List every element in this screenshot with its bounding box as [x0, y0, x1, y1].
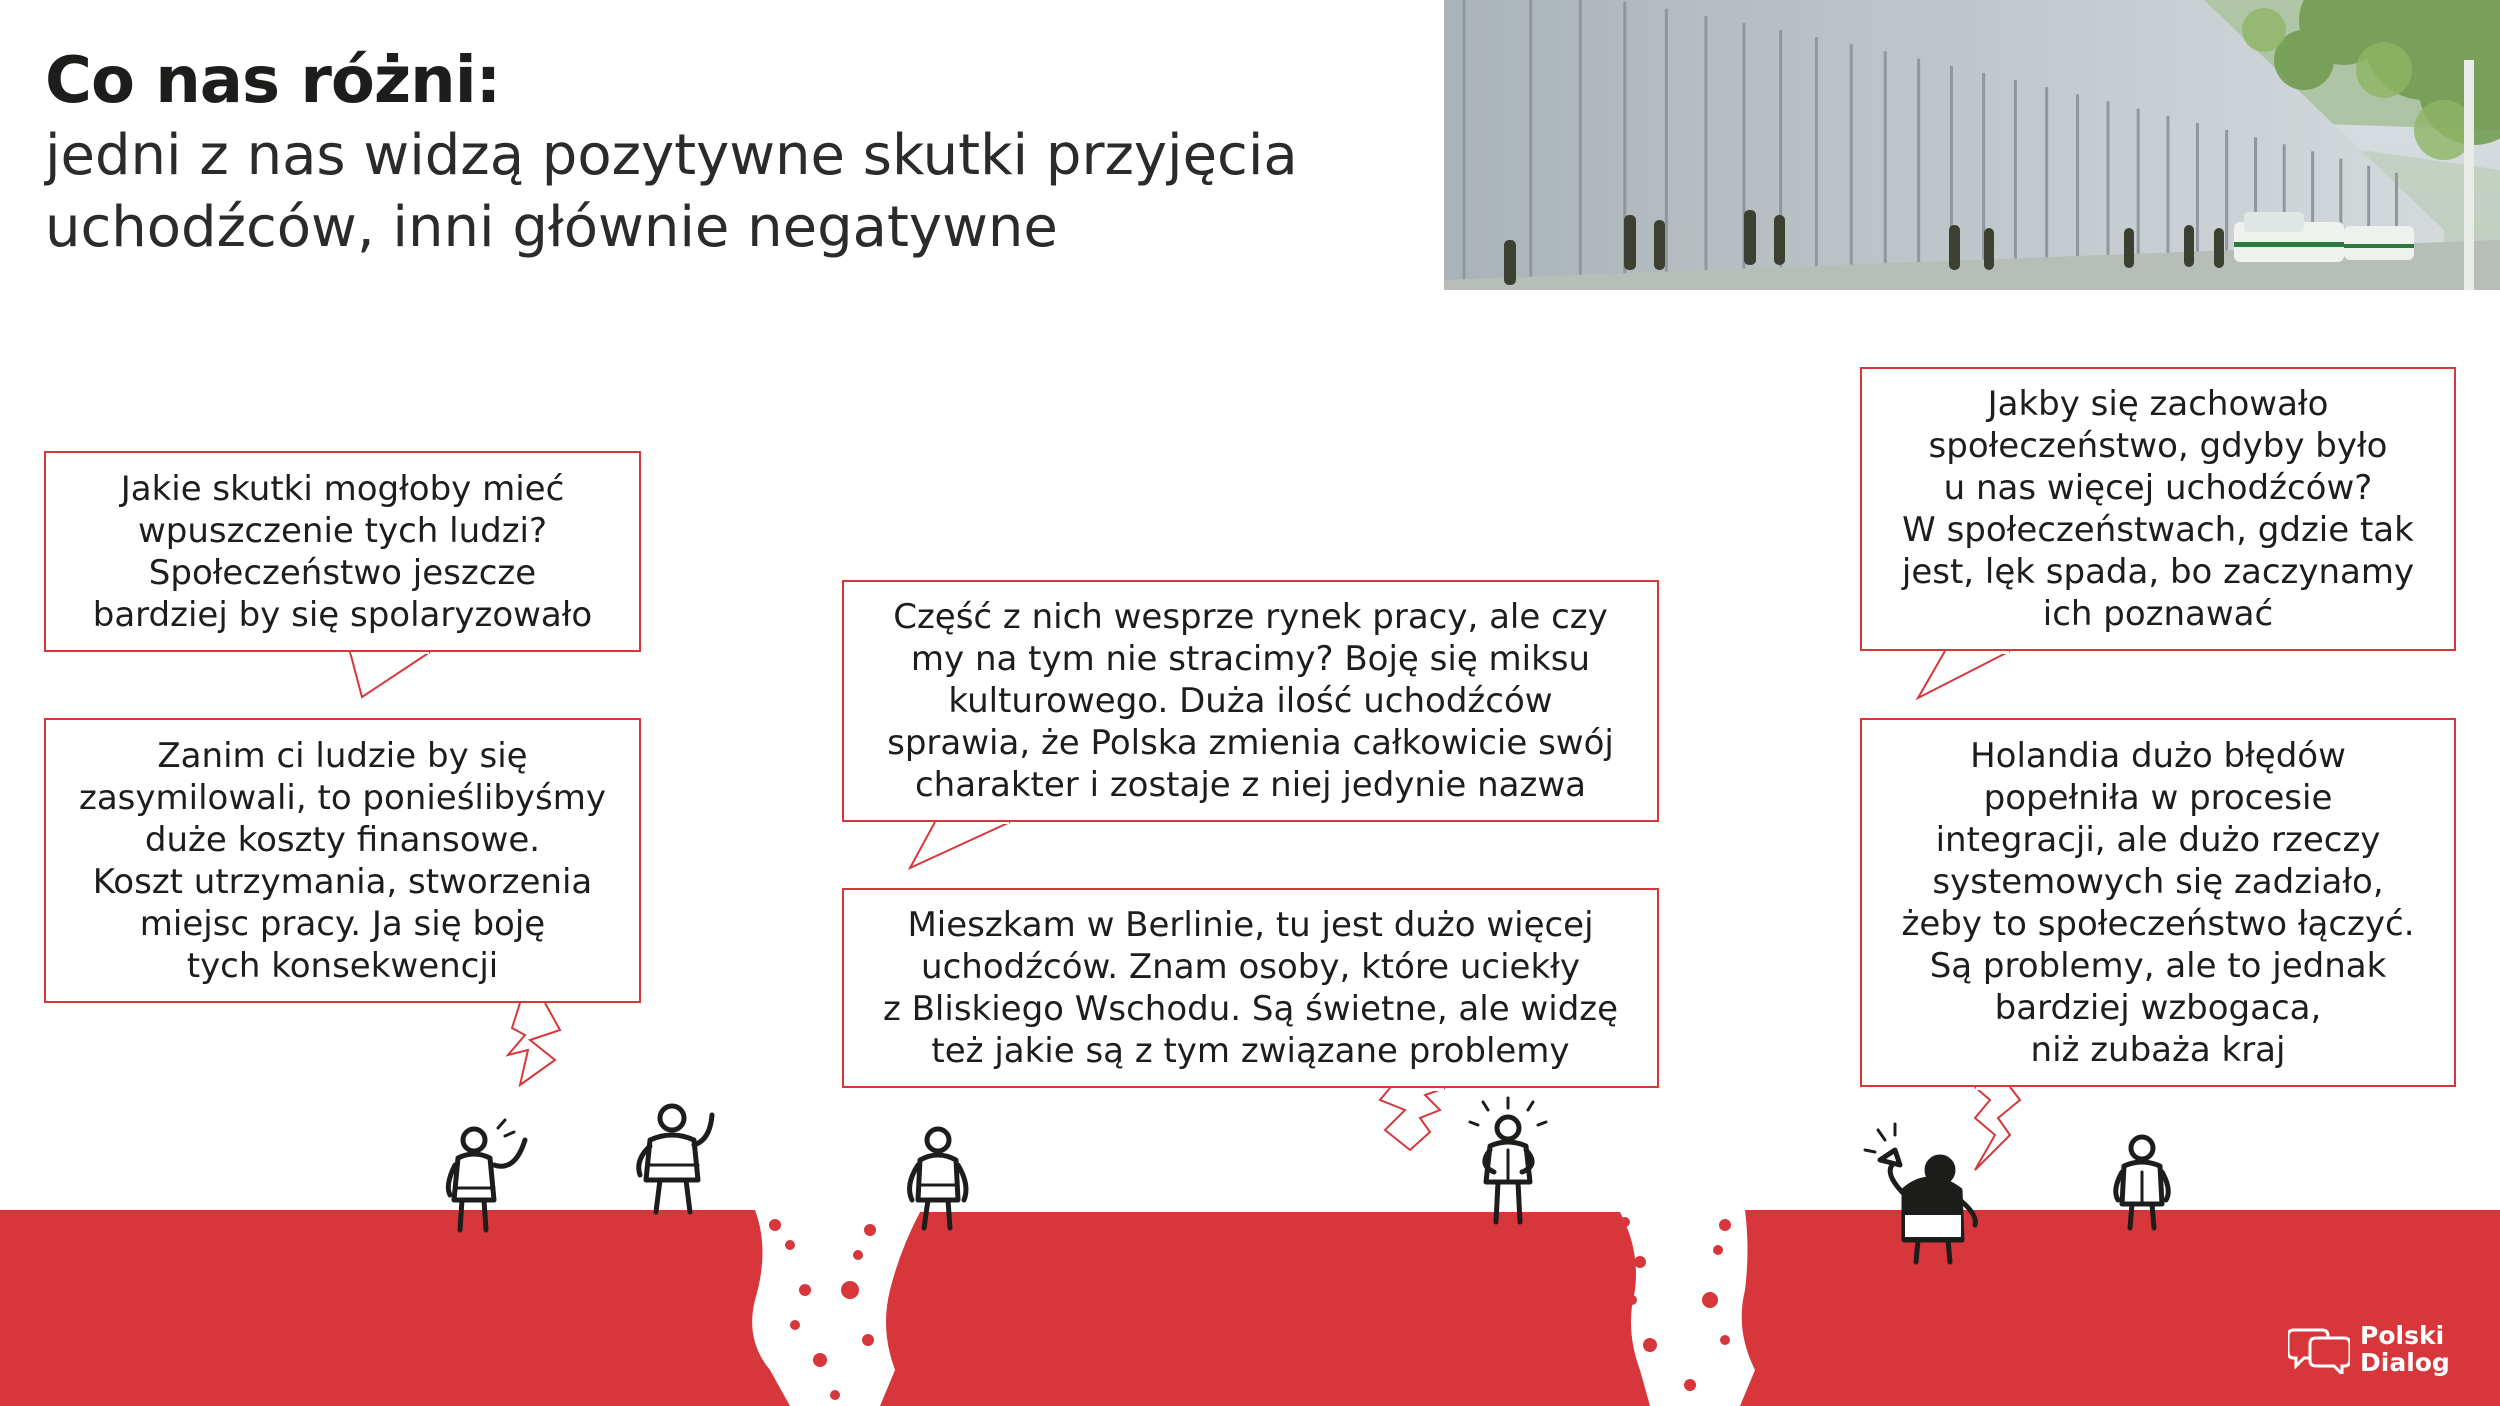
quote-text-6: Holandia dużo błędów popełniła w procesie integracji, ale dużo rzeczy systemowych się zadziało, żeby to społeczeństwo łączyć. Są problemy, ale to jednak bardziej wzbogaca, niż zubaża kraj: [1901, 735, 2415, 1070]
tail-q5: [1918, 651, 2010, 698]
quote-text-3: Część z nich wesprze rynek pracy, ale czy my na tym nie stracimy? Boję się miksu kulturowego. Duża ilość uchodźców sprawia, że Polska zmienia całkowicie swój charakter i zostaje z niej jedynie nazwa: [887, 597, 1614, 805]
ground-middle: [880, 1212, 1650, 1406]
bubble-tails: [310, 697, 425, 700]
tail-q3: [910, 822, 1010, 868]
page-title: Co nas różni:: [45, 44, 501, 118]
tail-q2: [508, 1003, 560, 1085]
tail-q4: [1380, 1088, 1445, 1150]
subtitle-line-2: uchodźców, inni głównie negatywne: [45, 195, 1058, 260]
figure-2-waving: [639, 1106, 712, 1212]
quote-bubble-5: [1860, 367, 2456, 651]
figure-4-worried: [1470, 1098, 1546, 1222]
quote-bubble-4: [842, 888, 1659, 1088]
quote-bubble-1: [44, 451, 641, 652]
ground-left: [0, 1210, 790, 1406]
quote-text-4: Mieszkam w Berlinie, tu jest dużo więcej uchodźców. Znam osoby, które uciekły z Bliskiego Wschodu. Są świetne, ale widzę też jakie są z tym związane problemy: [882, 905, 1619, 1071]
polski-dialog-logo: [2288, 1322, 2450, 1376]
quote-text-5: Jakby się zachowało społeczeństwo, gdyby było u nas więcej uchodźców? W społeczeństwach, gdzie tak jest, lęk spada, bo zaczynamy ich poznawać: [1901, 384, 2415, 634]
tail-q1: [350, 652, 430, 697]
speech-bubbles-icon: [2288, 1324, 2350, 1374]
quote-text-2: Zanim ci ludzie by się zasymilowali, to ponieślibyśmy duże koszty finansowe. Koszt utrzymania, stworzenia miejsc pracy. Ja się boję tych konsekwencji: [79, 735, 606, 986]
quote-bubble-3: [842, 580, 1659, 822]
subtitle-line-1: jedni z nas widzą pozytywne skutki przyjęcia: [45, 123, 1298, 188]
logo-text: Polski Dialog: [2360, 1321, 2450, 1377]
tail-q6: [1975, 1087, 2020, 1170]
quote-text-1: Jakie skutki mogłoby mieć wpuszczenie tych ludzi? Społeczeństwo jeszcze bardziej by się spolaryzowało: [92, 468, 593, 635]
quote-bubble-6: [1860, 718, 2456, 1087]
quote-bubble-2: [44, 718, 641, 1003]
